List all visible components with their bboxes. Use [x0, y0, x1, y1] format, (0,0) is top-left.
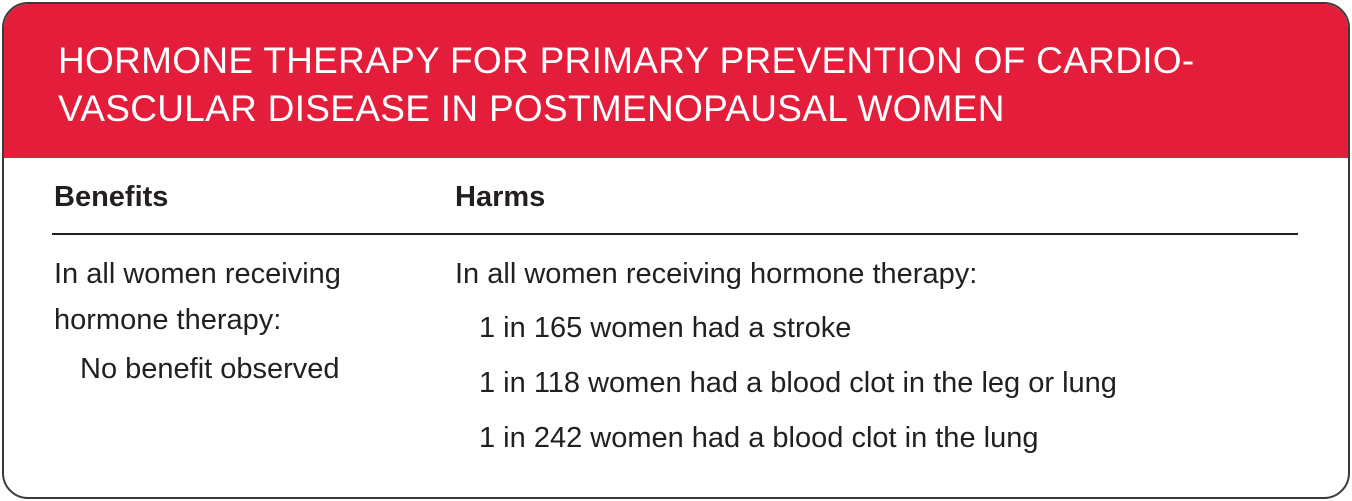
- harms-intro: In all women receiving hormone therapy:: [455, 258, 978, 290]
- benefit-item: No benefit observed: [80, 353, 340, 385]
- title-line-1: HORMONE THERAPY FOR PRIMARY PREVENTION OF CARDIO-: [58, 40, 1195, 81]
- title-banner: [4, 4, 1348, 158]
- harm-item-clot-leg-or-lung: 1 in 118 women had a blood clot in the leg or lung: [479, 367, 1117, 399]
- harms-header: Harms: [455, 181, 546, 213]
- header-divider: [52, 233, 1298, 235]
- benefits-intro-line-2: hormone therapy:: [54, 304, 282, 336]
- harm-item-clot-lung: 1 in 242 women had a blood clot in the lung: [479, 422, 1039, 454]
- harm-item-stroke: 1 in 165 women had a stroke: [479, 312, 852, 344]
- benefits-intro-line-1: In all women receiving: [54, 258, 341, 290]
- benefits-header: Benefits: [54, 181, 169, 213]
- page-title: [58, 37, 1308, 133]
- title-line-2: VASCULAR DISEASE IN POSTMENOPAUSAL WOMEN: [58, 88, 1005, 129]
